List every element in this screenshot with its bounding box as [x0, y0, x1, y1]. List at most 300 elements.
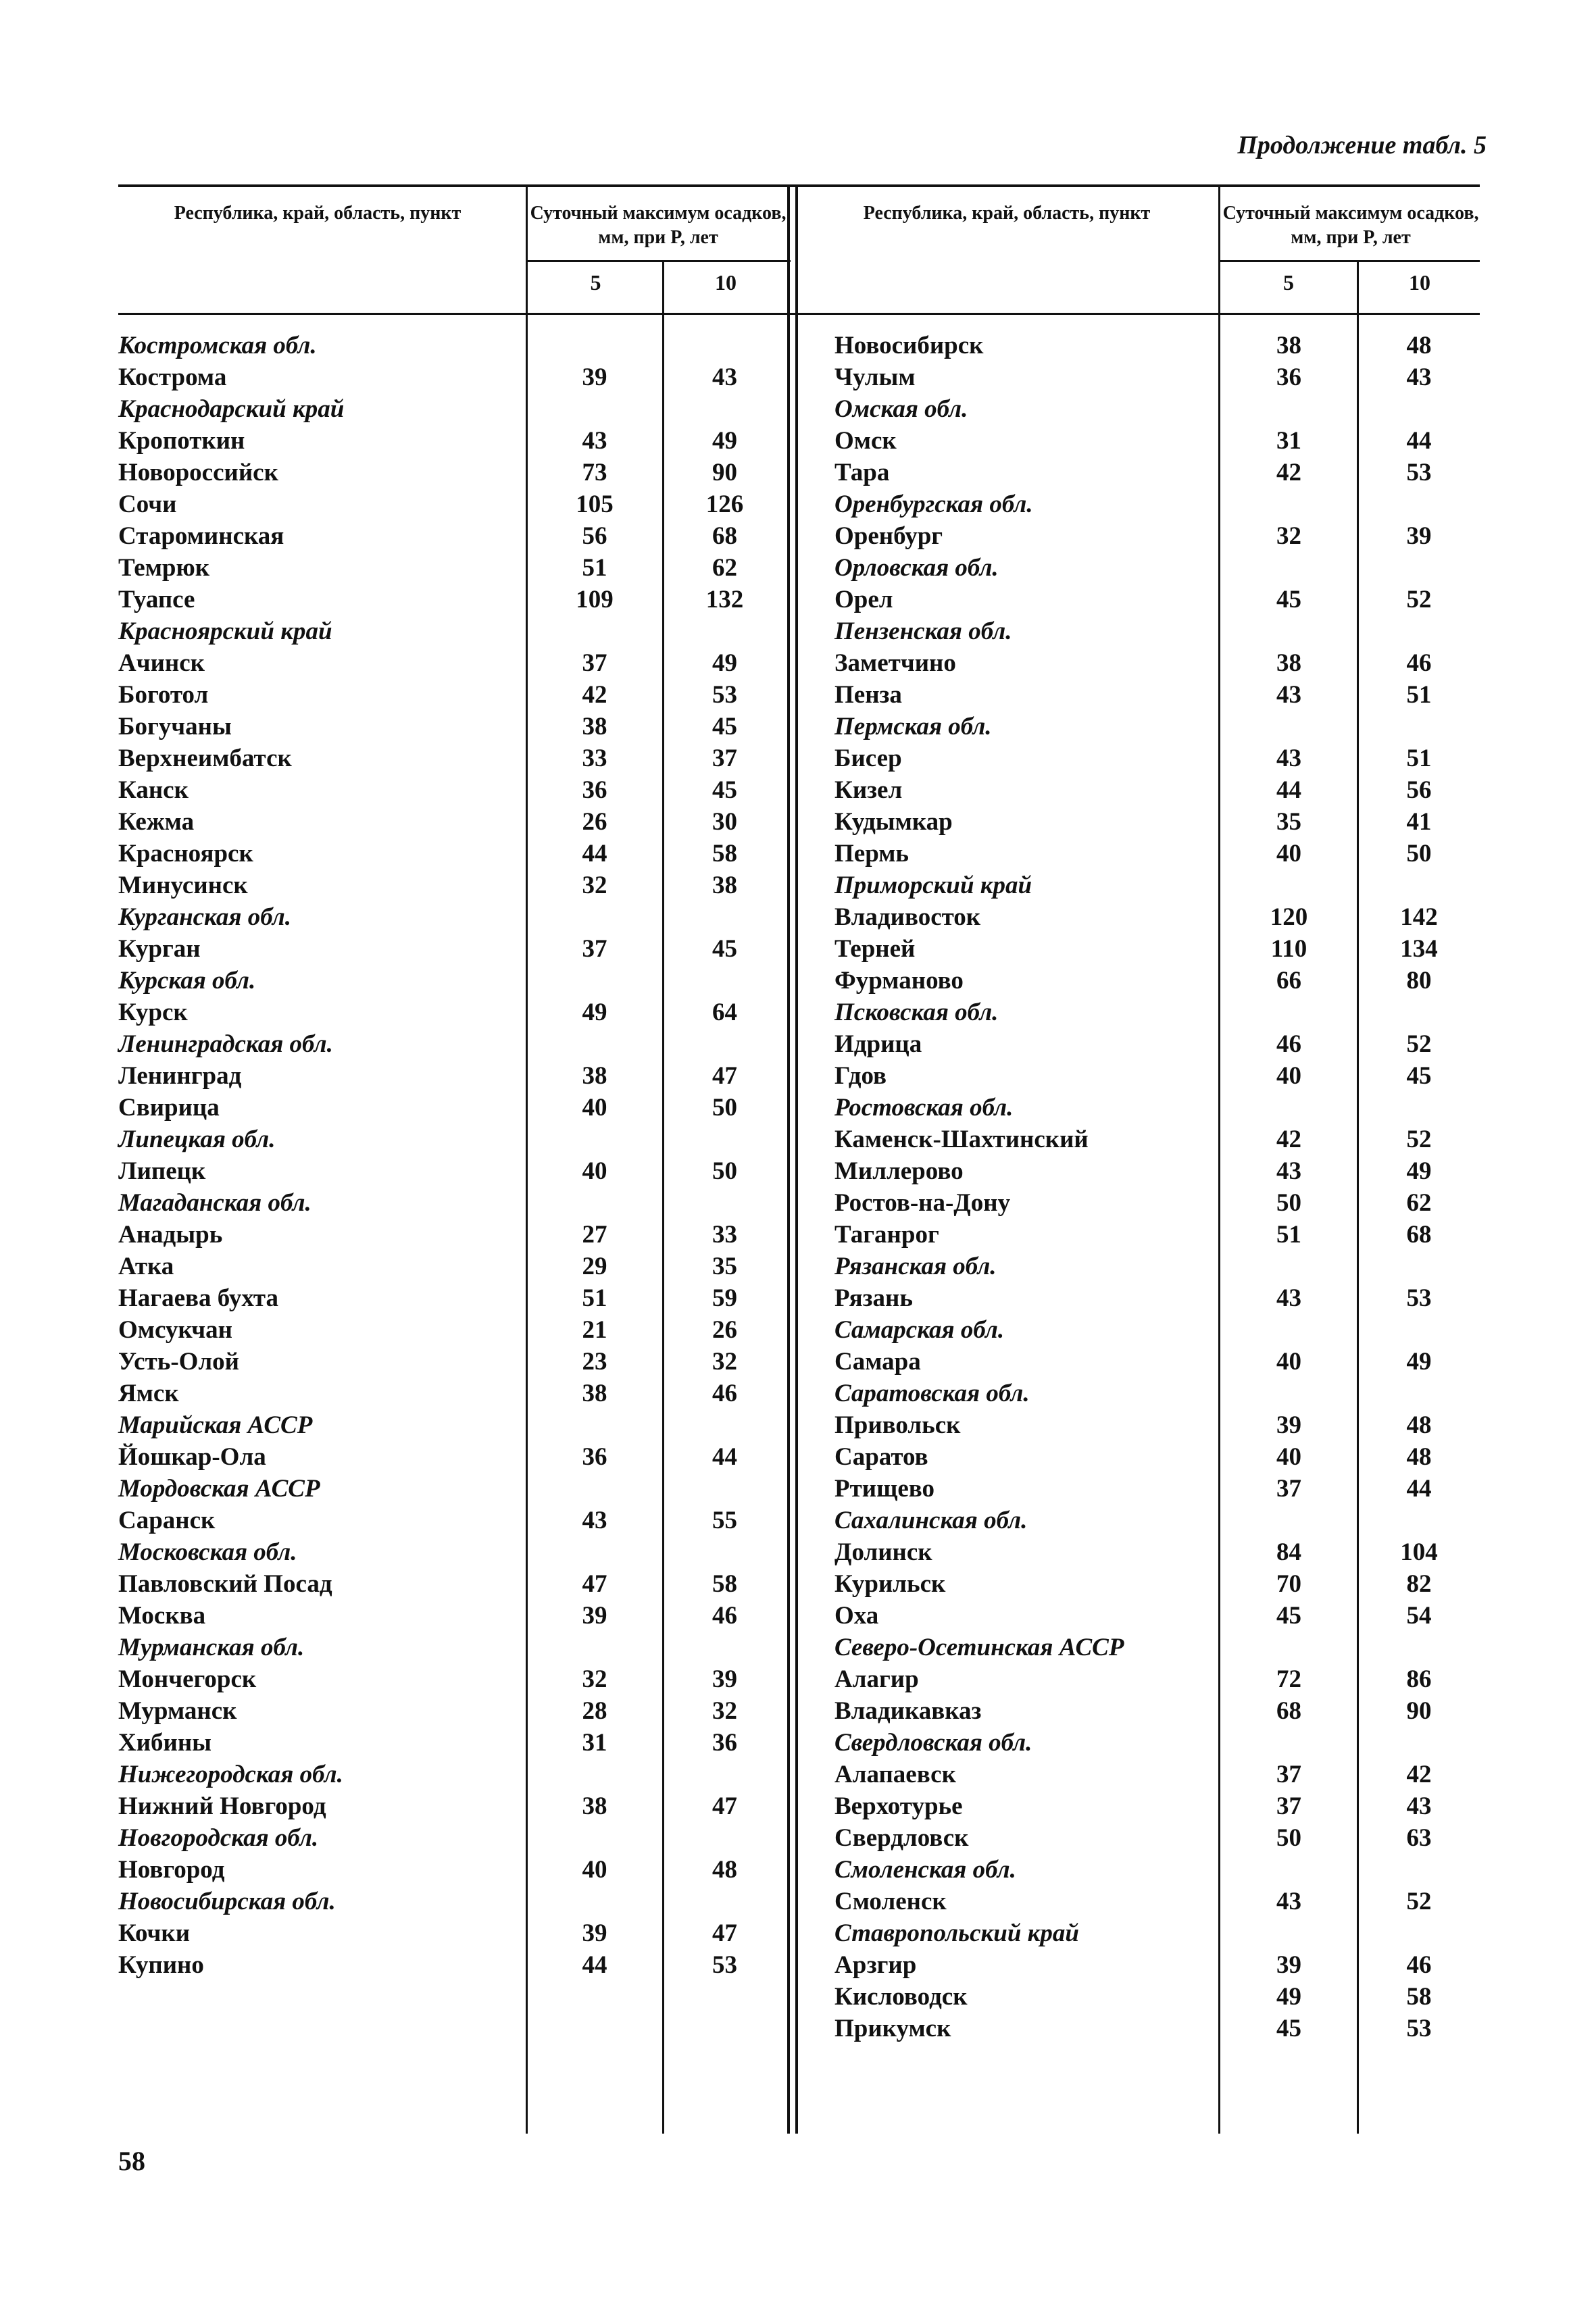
- header-bottom-rule: [118, 313, 1480, 315]
- value-p10: 44: [1406, 427, 1432, 455]
- region-name: Новосибирская обл.: [118, 1888, 336, 1915]
- value-p10: 104: [1400, 1538, 1438, 1566]
- value-p10: 33: [712, 1221, 737, 1249]
- place-name: Пермь: [834, 840, 909, 867]
- value-p10: 52: [1406, 586, 1432, 613]
- value-p5: 45: [1276, 2015, 1301, 2042]
- region-name: Липецкая обл.: [118, 1126, 276, 1153]
- table-row: [834, 933, 1480, 965]
- value-p10: 46: [712, 1380, 737, 1407]
- value-p5: 44: [582, 1951, 607, 1979]
- value-p10: 90: [1406, 1697, 1432, 1725]
- value-p10: 52: [1406, 1126, 1432, 1153]
- table-row: [118, 457, 787, 488]
- place-name: Красноярск: [118, 840, 253, 867]
- place-name: Купино: [118, 1951, 204, 1979]
- value-p5: 51: [582, 1284, 607, 1312]
- place-name: Тара: [834, 459, 890, 486]
- place-name: Саранск: [118, 1507, 216, 1534]
- value-p10: 37: [712, 745, 737, 772]
- value-p10: 58: [1406, 1983, 1432, 2011]
- value-p5: 40: [582, 1157, 607, 1185]
- value-p10: 62: [1406, 1189, 1432, 1217]
- header-p5-left: 5: [590, 270, 601, 295]
- header-p10-left: 10: [715, 270, 737, 295]
- value-p5: 27: [582, 1221, 607, 1249]
- table-row: [834, 774, 1480, 806]
- table-row: [118, 1314, 787, 1346]
- value-p5: 23: [582, 1348, 607, 1376]
- place-name: Хибины: [118, 1729, 212, 1757]
- table-row: [118, 1505, 787, 1536]
- region-name: Курская обл.: [118, 967, 256, 995]
- region-heading-row: [118, 1536, 787, 1568]
- value-p5: 45: [1276, 1602, 1301, 1630]
- value-p5: 39: [582, 363, 607, 391]
- table-row: [834, 647, 1480, 679]
- place-name: Курган: [118, 935, 201, 963]
- place-name: Оренбург: [834, 522, 943, 550]
- region-heading-row: [118, 965, 787, 997]
- table-row: [118, 552, 787, 584]
- value-p5: 32: [1276, 522, 1301, 550]
- value-p5: 43: [582, 427, 607, 455]
- table-row: [834, 330, 1480, 361]
- table-row: [834, 1187, 1480, 1219]
- value-p5: 37: [582, 649, 607, 677]
- region-name: Красноярский край: [118, 618, 332, 645]
- region-heading-row: [118, 1759, 787, 1790]
- value-p10: 90: [712, 459, 737, 486]
- value-p5: 46: [1276, 1030, 1301, 1058]
- value-p5: 38: [582, 1792, 607, 1820]
- region-heading-row: [118, 393, 787, 425]
- table-row: [118, 1155, 787, 1187]
- region-heading-row: [118, 615, 787, 647]
- value-p10: 35: [712, 1253, 737, 1280]
- value-p5: 42: [1276, 459, 1301, 486]
- value-p10: 44: [712, 1443, 737, 1471]
- region-name: Мордовская АССР: [118, 1475, 320, 1503]
- table-caption: Продолжение табл. 5: [1237, 131, 1487, 159]
- value-p10: 132: [705, 586, 744, 613]
- vrule-center-a: [787, 184, 790, 2134]
- table-row: [118, 1060, 787, 1092]
- region-name: Магаданская обл.: [118, 1189, 311, 1217]
- table-row: [834, 1790, 1480, 1822]
- header-max-right: Суточный максимум осадков, мм, при P, лет: [1222, 203, 1479, 248]
- region-heading-row: [834, 711, 1480, 743]
- table-row: [834, 743, 1480, 774]
- value-p10: 45: [712, 776, 737, 804]
- value-p5: 43: [1276, 1157, 1301, 1185]
- region-heading-row: [834, 1092, 1480, 1124]
- place-name: Богучаны: [118, 713, 232, 740]
- place-name: Рязань: [834, 1284, 913, 1312]
- table-row: [118, 488, 787, 520]
- value-p10: 49: [712, 649, 737, 677]
- value-p10: 46: [1406, 649, 1432, 677]
- value-p10: 80: [1406, 967, 1432, 995]
- value-p5: 31: [582, 1729, 607, 1757]
- table-row: [834, 584, 1480, 615]
- value-p5: 50: [1276, 1189, 1301, 1217]
- place-name: Владикавказ: [834, 1697, 982, 1725]
- place-name: Оха: [834, 1602, 879, 1630]
- place-name: Атка: [118, 1253, 174, 1280]
- table-row: [118, 1600, 787, 1632]
- value-p10: 45: [1406, 1062, 1432, 1090]
- header-place-left: Республика, край, область, пункт: [174, 203, 462, 224]
- table-row: [118, 1378, 787, 1409]
- subheader-rule-right: [1220, 260, 1480, 262]
- left-column: [118, 330, 787, 1981]
- value-p10: 46: [712, 1602, 737, 1630]
- region-heading-row: [834, 615, 1480, 647]
- value-p10: 50: [712, 1157, 737, 1185]
- place-name: Павловский Посад: [118, 1570, 332, 1598]
- page-number: 58: [118, 2146, 145, 2176]
- region-name: Пермская обл.: [834, 713, 992, 740]
- place-name: Канск: [118, 776, 189, 804]
- value-p10: 58: [712, 840, 737, 867]
- value-p5: 43: [1276, 745, 1301, 772]
- table-row: [118, 870, 787, 901]
- place-name: Нагаева бухта: [118, 1284, 279, 1312]
- value-p5: 37: [1276, 1792, 1301, 1820]
- value-p10: 41: [1406, 808, 1432, 836]
- header-p10-right: 10: [1409, 270, 1430, 295]
- value-p5: 73: [582, 459, 607, 486]
- value-p10: 55: [712, 1507, 737, 1534]
- value-p5: 32: [582, 872, 607, 899]
- subheader-rule-left: [527, 260, 791, 262]
- value-p5: 37: [582, 935, 607, 963]
- table-row: [118, 743, 787, 774]
- value-p5: 36: [582, 776, 607, 804]
- value-p5: 110: [1270, 935, 1307, 963]
- place-name: Кисловодск: [834, 1983, 968, 2011]
- table-row: [118, 1441, 787, 1473]
- vrule-center-b: [795, 184, 798, 2134]
- value-p5: 72: [1276, 1665, 1301, 1693]
- table-row: [834, 1346, 1480, 1378]
- region-heading-row: [118, 1124, 787, 1155]
- table-row: [834, 1155, 1480, 1187]
- value-p10: 48: [712, 1856, 737, 1884]
- place-name: Ямск: [118, 1380, 179, 1407]
- region-name: Пензенская обл.: [834, 618, 1012, 645]
- place-name: Орел: [834, 586, 893, 613]
- place-name: Темрюк: [118, 554, 210, 582]
- table-row: [834, 1663, 1480, 1695]
- value-p5: 38: [1276, 332, 1301, 359]
- region-heading-row: [118, 1886, 787, 1917]
- table-row: [834, 838, 1480, 870]
- table-row: [118, 1790, 787, 1822]
- value-p5: 44: [1276, 776, 1301, 804]
- table-row: [118, 1949, 787, 1981]
- region-name: Северо-Осетинская АССР: [834, 1634, 1124, 1661]
- value-p10: 32: [712, 1697, 737, 1725]
- region-name: Оренбургская обл.: [834, 491, 1033, 518]
- region-name: Краснодарский край: [118, 395, 345, 423]
- region-name: Смоленская обл.: [834, 1856, 1016, 1884]
- place-name: Свердловск: [834, 1824, 969, 1852]
- value-p5: 47: [582, 1570, 607, 1598]
- value-p5: 38: [582, 1062, 607, 1090]
- value-p5: 38: [582, 1380, 607, 1407]
- value-p10: 32: [712, 1348, 737, 1376]
- value-p5: 37: [1276, 1761, 1301, 1788]
- value-p10: 50: [1406, 840, 1432, 867]
- table-row: [118, 806, 787, 838]
- region-name: Саратовская обл.: [834, 1380, 1030, 1407]
- value-p5: 56: [582, 522, 607, 550]
- table-row: [834, 1282, 1480, 1314]
- value-p10: 49: [1406, 1157, 1432, 1185]
- table-row: [834, 457, 1480, 488]
- region-name: Псковская обл.: [834, 999, 999, 1026]
- value-p10: 48: [1406, 1411, 1432, 1439]
- region-heading-row: [118, 1822, 787, 1854]
- place-name: Мурманск: [118, 1697, 237, 1725]
- value-p10: 50: [712, 1094, 737, 1122]
- region-heading-row: [118, 1632, 787, 1663]
- value-p10: 54: [1406, 1602, 1432, 1630]
- table-row: [834, 901, 1480, 933]
- value-p5: 43: [1276, 1888, 1301, 1915]
- value-p10: 36: [712, 1729, 737, 1757]
- place-name: Арзгир: [834, 1951, 917, 1979]
- value-p5: 105: [576, 491, 614, 518]
- value-p5: 39: [1276, 1411, 1301, 1439]
- place-name: Гдов: [834, 1062, 887, 1090]
- place-name: Терней: [834, 935, 916, 963]
- place-name: Заметчино: [834, 649, 956, 677]
- table-row: [834, 1124, 1480, 1155]
- table-row: [118, 425, 787, 457]
- table-row: [834, 1949, 1480, 1981]
- value-p5: 36: [1276, 363, 1301, 391]
- value-p5: 21: [582, 1316, 607, 1344]
- value-p10: 53: [712, 681, 737, 709]
- place-name: Кежма: [118, 808, 195, 836]
- region-name: Самарская обл.: [834, 1316, 1005, 1344]
- value-p5: 51: [1276, 1221, 1301, 1249]
- value-p5: 49: [1276, 1983, 1301, 2011]
- value-p10: 43: [712, 363, 737, 391]
- value-p5: 44: [582, 840, 607, 867]
- table-row: [118, 838, 787, 870]
- table-row: [118, 647, 787, 679]
- value-p10: 53: [1406, 1284, 1432, 1312]
- place-name: Самара: [834, 1348, 921, 1376]
- region-heading-row: [118, 1187, 787, 1219]
- place-name: Таганрог: [834, 1221, 939, 1249]
- table-row: [118, 997, 787, 1028]
- place-name: Кочки: [118, 1919, 191, 1947]
- region-name: Ставропольский край: [834, 1919, 1079, 1947]
- value-p10: 48: [1406, 1443, 1432, 1471]
- top-rule: [118, 184, 1480, 187]
- region-name: Приморский край: [834, 872, 1032, 899]
- value-p5: 28: [582, 1697, 607, 1725]
- table-row: [834, 1060, 1480, 1092]
- header-p5-right: 5: [1283, 270, 1294, 295]
- place-name: Кропоткин: [118, 427, 245, 455]
- value-p5: 32: [582, 1665, 607, 1693]
- value-p10: 63: [1406, 1824, 1432, 1852]
- value-p10: 45: [712, 935, 737, 963]
- value-p10: 142: [1400, 903, 1438, 931]
- value-p10: 56: [1406, 776, 1432, 804]
- place-name: Курильск: [834, 1570, 946, 1598]
- table-row: [118, 584, 787, 615]
- place-name: Кудымкар: [834, 808, 953, 836]
- value-p5: 26: [582, 808, 607, 836]
- place-name: Туапсе: [118, 586, 195, 613]
- table-row: [118, 1568, 787, 1600]
- value-p5: 49: [582, 999, 607, 1026]
- place-name: Ростов-на-Дону: [834, 1189, 1011, 1217]
- value-p5: 84: [1276, 1538, 1301, 1566]
- place-name: Чулым: [834, 363, 916, 391]
- table-row: [834, 1600, 1480, 1632]
- place-name: Идрица: [834, 1030, 922, 1058]
- value-p5: 43: [1276, 1284, 1301, 1312]
- table-row: [834, 1219, 1480, 1251]
- place-name: Омсукчан: [118, 1316, 232, 1344]
- place-name: Кострома: [118, 363, 227, 391]
- region-heading-row: [834, 1251, 1480, 1282]
- place-name: Алагир: [834, 1665, 919, 1693]
- value-p10: 49: [712, 427, 737, 455]
- value-p5: 33: [582, 745, 607, 772]
- value-p5: 40: [1276, 1062, 1301, 1090]
- table-row: [834, 965, 1480, 997]
- value-p10: 52: [1406, 1030, 1432, 1058]
- region-heading-row: [834, 393, 1480, 425]
- table-row: [118, 774, 787, 806]
- place-name: Йошкар-Ола: [118, 1443, 266, 1471]
- table-row: [118, 1282, 787, 1314]
- value-p5: 39: [1276, 1951, 1301, 1979]
- value-p10: 86: [1406, 1665, 1432, 1693]
- region-heading-row: [834, 488, 1480, 520]
- place-name: Свирица: [118, 1094, 220, 1122]
- value-p5: 37: [1276, 1475, 1301, 1503]
- value-p10: 51: [1406, 681, 1432, 709]
- region-name: Омская обл.: [834, 395, 968, 423]
- region-heading-row: [118, 1028, 787, 1060]
- place-name: Фурманово: [834, 967, 964, 995]
- region-heading-row: [834, 1917, 1480, 1949]
- place-name: Кизел: [834, 776, 903, 804]
- value-p10: 68: [712, 522, 737, 550]
- place-name: Новосибирск: [834, 332, 984, 359]
- value-p5: 40: [1276, 1348, 1301, 1376]
- place-name: Саратов: [834, 1443, 928, 1471]
- table-row: [834, 2013, 1480, 2044]
- table-row: [834, 1409, 1480, 1441]
- region-name: Ростовская обл.: [834, 1094, 1014, 1122]
- region-name: Рязанская обл.: [834, 1253, 997, 1280]
- value-p10: 39: [1406, 522, 1432, 550]
- table-row: [834, 1695, 1480, 1727]
- table-row: [118, 361, 787, 393]
- value-p10: 134: [1400, 935, 1438, 963]
- place-name: Миллерово: [834, 1157, 964, 1185]
- value-p10: 64: [712, 999, 737, 1026]
- table-row: [834, 361, 1480, 393]
- value-p10: 53: [1406, 459, 1432, 486]
- region-heading-row: [118, 1409, 787, 1441]
- place-name: Алапаевск: [834, 1761, 956, 1788]
- value-p5: 120: [1270, 903, 1308, 931]
- right-column: [834, 330, 1480, 2044]
- place-name: Липецк: [118, 1157, 206, 1185]
- place-name: Пенза: [834, 681, 902, 709]
- table-row: [118, 1695, 787, 1727]
- value-p5: 40: [582, 1094, 607, 1122]
- place-name: Ачинск: [118, 649, 205, 677]
- value-p5: 51: [582, 554, 607, 582]
- region-name: Сахалинская обл.: [834, 1507, 1028, 1534]
- table-row: [834, 1886, 1480, 1917]
- value-p10: 68: [1406, 1221, 1432, 1249]
- table-row: [834, 1822, 1480, 1854]
- value-p10: 38: [712, 872, 737, 899]
- value-p5: 29: [582, 1253, 607, 1280]
- value-p5: 43: [582, 1507, 607, 1534]
- value-p10: 51: [1406, 745, 1432, 772]
- header-place-right: Республика, край, область, пункт: [863, 203, 1151, 224]
- value-p10: 53: [712, 1951, 737, 1979]
- place-name: Анадырь: [118, 1221, 223, 1249]
- place-name: Москва: [118, 1602, 206, 1630]
- table-row: [118, 933, 787, 965]
- table-row: [834, 806, 1480, 838]
- place-name: Новороссийск: [118, 459, 278, 486]
- region-name: Орловская обл.: [834, 554, 999, 582]
- place-name: Долинск: [834, 1538, 932, 1566]
- value-p10: 26: [712, 1316, 737, 1344]
- value-p5: 42: [582, 681, 607, 709]
- region-heading-row: [834, 870, 1480, 901]
- place-name: Привольск: [834, 1411, 961, 1439]
- place-name: Бисер: [834, 745, 902, 772]
- value-p5: 50: [1276, 1824, 1301, 1852]
- value-p5: 40: [1276, 1443, 1301, 1471]
- table-row: [118, 1219, 787, 1251]
- region-name: Нижегородская обл.: [118, 1761, 343, 1788]
- place-name: Владивосток: [834, 903, 981, 931]
- place-name: Нижний Новгород: [118, 1792, 326, 1820]
- region-name: Новгородская обл.: [118, 1824, 319, 1852]
- table-row: [118, 1727, 787, 1759]
- value-p10: 42: [1406, 1761, 1432, 1788]
- value-p10: 49: [1406, 1348, 1432, 1376]
- value-p10: 47: [712, 1062, 737, 1090]
- region-name: Свердловская обл.: [834, 1729, 1032, 1757]
- value-p5: 68: [1276, 1697, 1301, 1725]
- value-p5: 36: [582, 1443, 607, 1471]
- value-p10: 46: [1406, 1951, 1432, 1979]
- table-row: [834, 1759, 1480, 1790]
- place-name: Верхотурье: [834, 1792, 963, 1820]
- table-row: [834, 1028, 1480, 1060]
